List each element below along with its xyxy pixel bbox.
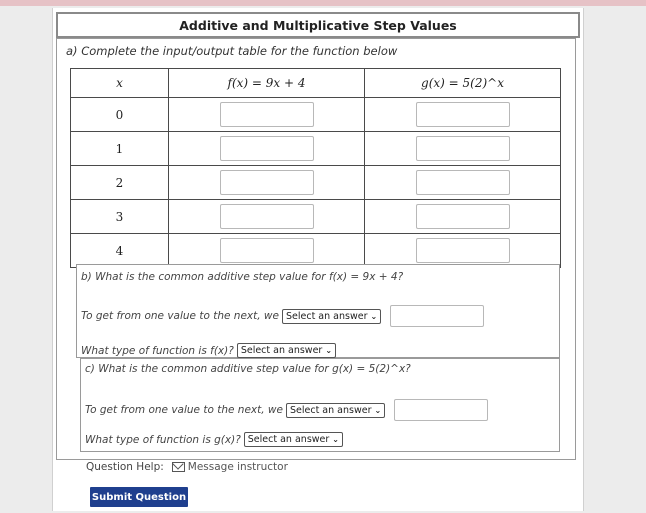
part-b-type-question: What type of function is f(x)? [81,344,234,357]
part-b-question: b) What is the common additive step value for f(x) = 9x + 4? [81,271,404,283]
select-label: Select an answer [247,434,330,445]
g-answer-cell [365,166,561,200]
part-b-step-row [81,305,484,327]
f-answer-input[interactable] [220,238,314,263]
g-answer-cell [365,132,561,166]
g-answer-cell [365,200,561,234]
table-header-row [71,69,561,98]
select-label: Select an answer [285,310,368,322]
message-instructor-label: Message instructor [187,461,288,473]
g-answer-input[interactable] [416,204,510,229]
part-c-type-question: What type of function is g(x)? [85,433,241,446]
x-value: 3 [71,200,169,234]
chevron-down-icon: ⌄ [332,435,339,444]
part-b-type-select[interactable] [237,343,336,358]
x-value: 2 [71,166,169,200]
select-label: Select an answer [240,345,323,356]
question-title: Additive and Multiplicative Step Values [56,12,580,38]
header-x: x [71,69,169,98]
chevron-down-icon: ⌄ [374,405,382,415]
f-answer-input[interactable] [220,204,314,229]
message-instructor-link[interactable] [172,461,288,473]
header-f: f(x) = 9x + 4 [169,69,365,98]
table-row [71,132,561,166]
x-value: 0 [71,98,169,132]
table-row [71,200,561,234]
f-answer-cell [169,166,365,200]
select-label: Select an answer [289,404,372,416]
part-b-type-row [81,343,336,358]
input-output-table [70,68,561,268]
part-b-step-input[interactable] [390,305,484,327]
top-accent-bar [0,0,646,6]
table-row [71,234,561,268]
part-a-label: a) Complete the input/output table for the function below [66,44,398,58]
part-b-step-text: To get from one value to the next, we [81,310,279,322]
part-b-section [76,264,560,358]
part-c-question: c) What is the common additive step value for g(x) = 5(2)^x? [85,363,411,375]
part-b-step-select[interactable] [282,309,381,324]
part-c-section [80,358,560,452]
f-answer-input[interactable] [220,102,314,127]
f-answer-cell [169,132,365,166]
chevron-down-icon: ⌄ [325,346,333,355]
g-answer-input[interactable] [416,170,510,195]
table-row [71,98,561,132]
f-answer-cell [169,200,365,234]
table-row [71,166,561,200]
x-value: 4 [71,234,169,268]
part-c-type-row [85,432,343,447]
part-c-type-select[interactable] [244,432,343,447]
f-answer-input[interactable] [220,136,314,161]
part-c-step-select[interactable] [286,403,385,418]
part-c-step-input[interactable] [394,399,488,421]
mail-icon [172,462,185,472]
f-answer-cell [169,234,365,268]
f-answer-cell [169,98,365,132]
part-c-step-text: To get from one value to the next, we [85,404,283,416]
g-answer-cell [365,98,561,132]
header-g: g(x) = 5(2)^x [365,69,561,98]
g-answer-input[interactable] [416,136,510,161]
part-c-step-row [85,399,488,421]
question-help [86,461,288,473]
submit-question-button[interactable]: Submit Question [90,487,188,507]
f-answer-input[interactable] [220,170,314,195]
g-answer-input[interactable] [416,238,510,263]
g-answer-cell [365,234,561,268]
question-help-label: Question Help: [86,461,164,473]
g-answer-input[interactable] [416,102,510,127]
chevron-down-icon: ⌄ [370,311,378,321]
x-value: 1 [71,132,169,166]
